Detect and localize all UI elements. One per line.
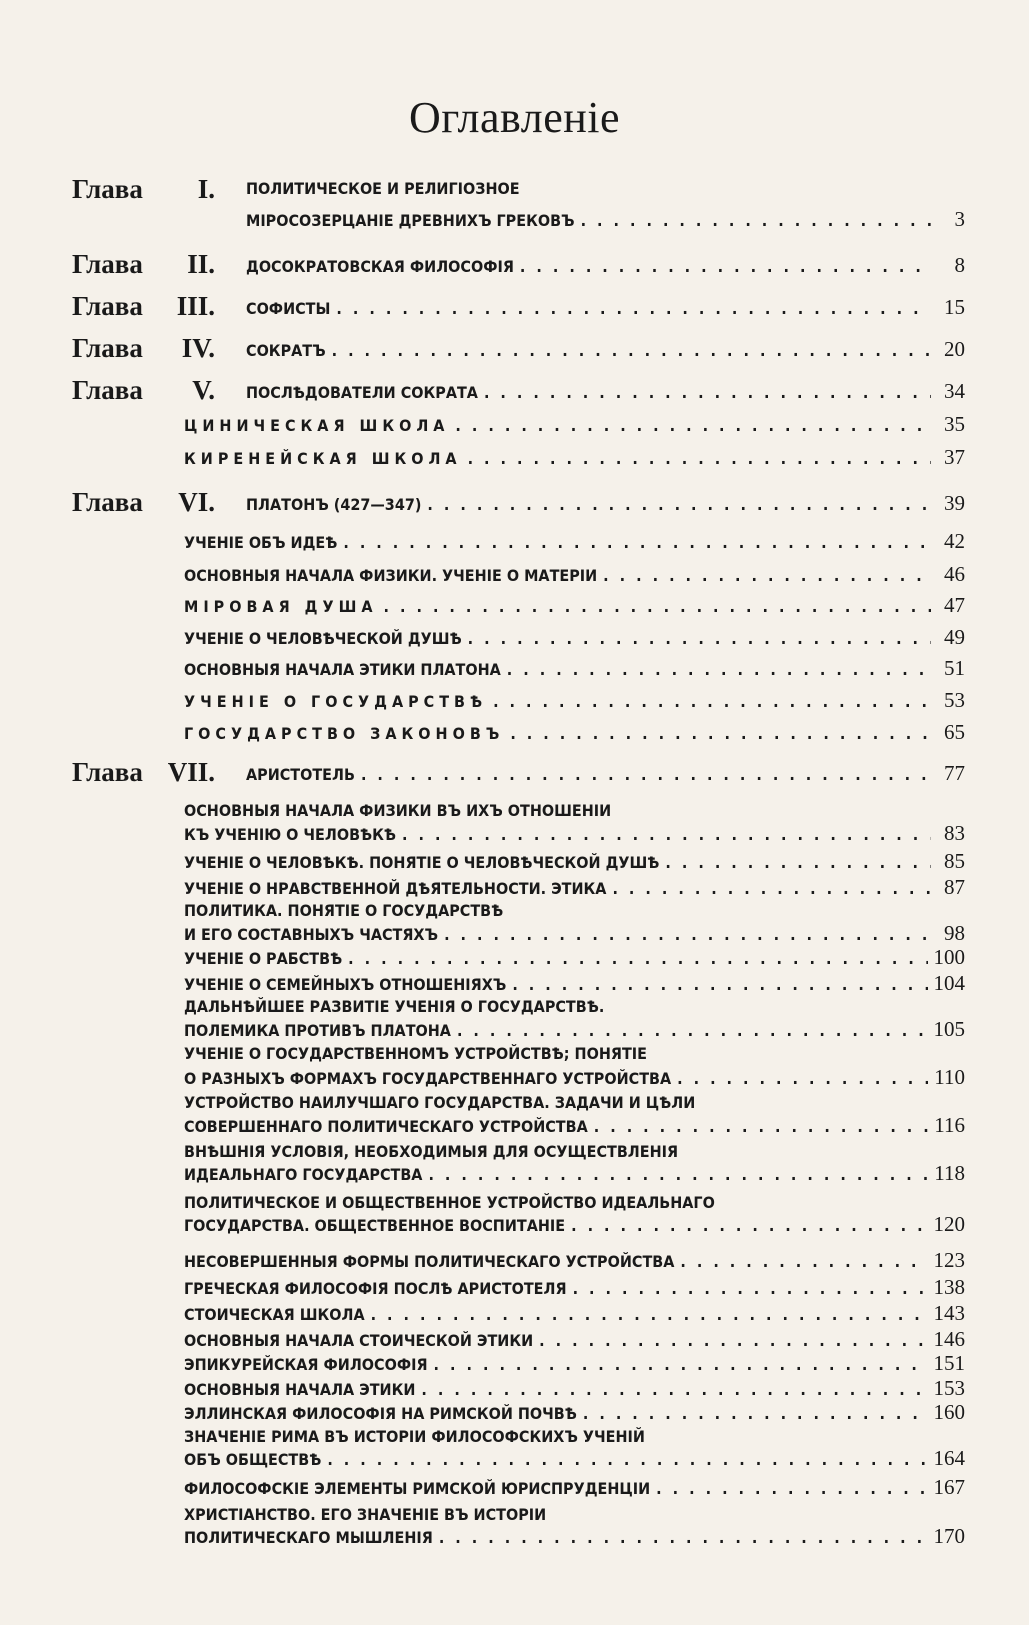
entry-title-line: ДАЛЬНѢЙШЕЕ РАЗВИТІЕ УЧЕНІЯ О ГОСУДАРСТВѢ. bbox=[184, 997, 605, 1016]
entry-title-line: ВНѢШНІЯ УСЛОВІЯ, НЕОБХОДИМЫЯ ДЛЯ ОСУЩЕСТВЛЕНІЯ bbox=[184, 1142, 679, 1161]
toc-entry bbox=[184, 1066, 965, 1090]
leader-dots bbox=[512, 974, 927, 996]
toc-entry-line bbox=[184, 1043, 965, 1065]
page-number: 98 bbox=[944, 921, 965, 945]
toc-entry bbox=[184, 626, 965, 650]
page-number: 85 bbox=[944, 849, 965, 873]
page-number: 83 bbox=[944, 821, 965, 845]
entry-title: ОСНОВНЫЯ НАЧАЛА ЭТИКИ ПЛАТОНА bbox=[184, 660, 501, 679]
leader-dots bbox=[571, 1215, 927, 1237]
chapter-label: Глава bbox=[72, 375, 143, 405]
entry-title-line: ПОЛИТИЧЕСКОЕ И РЕЛИГІОЗНОЕ bbox=[246, 179, 520, 198]
toc-entry bbox=[184, 721, 965, 745]
entry-title: О РАЗНЫХЪ ФОРМАХЪ ГОСУДАРСТВЕННАГО УСТРОЙСТВА bbox=[184, 1069, 672, 1088]
page-title: Оглавленіе bbox=[408, 93, 621, 142]
page-number: 151 bbox=[933, 1351, 965, 1375]
page-number: 53 bbox=[944, 688, 965, 712]
leader-dots bbox=[444, 924, 931, 946]
leader-dots bbox=[468, 448, 931, 470]
page-number: 34 bbox=[944, 379, 965, 403]
entry-title: ГОСУДАРСТВА. ОБЩЕСТВЕННОЕ ВОСПИТАНІЕ bbox=[184, 1216, 566, 1235]
chapter-label: Глава bbox=[72, 291, 143, 321]
toc-entry-line bbox=[184, 1426, 965, 1448]
toc-entry bbox=[184, 563, 965, 587]
toc-entry bbox=[184, 1018, 965, 1042]
page-number: 49 bbox=[944, 625, 965, 649]
page-number: 15 bbox=[944, 295, 965, 319]
toc-entry bbox=[184, 446, 965, 470]
leader-dots bbox=[665, 852, 931, 874]
leader-dots bbox=[384, 596, 931, 618]
toc-entry bbox=[184, 972, 965, 996]
leader-dots bbox=[332, 340, 931, 362]
leader-dots bbox=[371, 1304, 928, 1326]
chapter-label: Глава bbox=[72, 249, 143, 279]
toc-entry bbox=[184, 922, 965, 946]
page-number: 167 bbox=[933, 1475, 965, 1499]
leader-dots bbox=[594, 1116, 929, 1138]
page-number: 116 bbox=[934, 1113, 965, 1137]
toc-entry bbox=[184, 413, 965, 437]
leader-dots bbox=[507, 659, 931, 681]
page-number: 65 bbox=[944, 720, 965, 744]
toc-entry bbox=[184, 1162, 965, 1186]
leader-dots bbox=[421, 1379, 927, 1401]
page-number: 164 bbox=[933, 1446, 965, 1470]
toc-entry-line bbox=[184, 1192, 965, 1214]
entry-title: ПОЛИТИЧЕСКАГО МЫШЛЕНІЯ bbox=[184, 1528, 433, 1547]
page-number: 153 bbox=[933, 1376, 965, 1400]
toc-entry bbox=[246, 208, 965, 232]
leader-dots bbox=[510, 723, 931, 745]
entry-title: УЧЕНІЕ О ЧЕЛОВѢЧЕСКОЙ ДУШѢ bbox=[184, 629, 462, 648]
chapter-number: I. bbox=[197, 174, 215, 204]
entry-title: ЦИНИЧЕСКАЯ ШКОЛА bbox=[184, 416, 450, 435]
entry-title: И ЕГО СОСТАВНЫХЪ ЧАСТЯХЪ bbox=[184, 925, 439, 944]
page-number: 138 bbox=[933, 1275, 965, 1299]
entry-title: АРИСТОТЕЛЬ bbox=[246, 765, 355, 784]
toc-entry bbox=[246, 380, 965, 404]
toc-entry-line bbox=[184, 1504, 965, 1526]
entry-title-line: ПОЛИТИЧЕСКОЕ И ОБЩЕСТВЕННОЕ УСТРОЙСТВО ИДЕАЛЬНАГО bbox=[184, 1193, 715, 1212]
leader-dots bbox=[603, 565, 931, 587]
leader-dots bbox=[457, 1020, 928, 1042]
toc-entry bbox=[184, 1114, 965, 1138]
page-number: 46 bbox=[944, 562, 965, 586]
page-number: 143 bbox=[933, 1301, 965, 1325]
leader-dots bbox=[428, 1164, 928, 1186]
page-number: 20 bbox=[944, 337, 965, 361]
leader-dots bbox=[468, 628, 931, 650]
toc-entry bbox=[184, 594, 965, 618]
toc-entry bbox=[246, 492, 965, 516]
entry-title: ГОСУДАРСТВО ЗАКОНОВЪ bbox=[184, 724, 505, 743]
entry-title: СОКРАТЪ bbox=[246, 341, 326, 360]
toc-entry bbox=[184, 1213, 965, 1237]
page-number: 146 bbox=[933, 1327, 965, 1351]
leader-dots bbox=[573, 1278, 928, 1300]
page-number: 123 bbox=[933, 1248, 965, 1272]
chapter-number: III. bbox=[176, 291, 215, 321]
chapter-label: Глава bbox=[72, 487, 143, 517]
entry-title: ПОЛЕМИКА ПРОТИВЪ ПЛАТОНА bbox=[184, 1021, 451, 1040]
toc-entry bbox=[184, 1249, 965, 1273]
entry-title: УЧЕНІЕ О РАБСТВѢ bbox=[184, 949, 343, 968]
entry-title: МІРОВАЯ ДУША bbox=[184, 597, 378, 616]
entry-title: УЧЕНІЕ ОБЪ ИДЕѢ bbox=[184, 533, 338, 552]
entry-title: СОВЕРШЕННАГО ПОЛИТИЧЕСКАГО УСТРОЙСТВА bbox=[184, 1117, 588, 1136]
toc-entry bbox=[246, 338, 965, 362]
leader-dots bbox=[581, 210, 931, 232]
entry-title-line: ХРИСТІАНСТВО. ЕГО ЗНАЧЕНІЕ ВЪ ИСТОРІИ bbox=[184, 1505, 547, 1524]
toc-entry bbox=[184, 1447, 965, 1471]
page-number: 35 bbox=[944, 412, 965, 436]
page-number: 87 bbox=[944, 875, 965, 899]
leader-dots bbox=[439, 1527, 928, 1549]
entry-title: МІРОСОЗЕРЦАНІЕ ДРЕВНИХЪ ГРЕКОВЪ bbox=[246, 211, 575, 230]
toc-entry-line bbox=[184, 1092, 965, 1114]
entry-title: УЧЕНІЕ О ГОСУДАРСТВѢ bbox=[184, 692, 488, 711]
entry-title-line: ПОЛИТИКА. ПОНЯТІЕ О ГОСУДАРСТВѢ bbox=[184, 901, 504, 920]
toc-entry bbox=[184, 1328, 965, 1352]
toc-entry bbox=[184, 1525, 965, 1549]
leader-dots bbox=[327, 1449, 927, 1471]
toc-entry-line bbox=[184, 1141, 965, 1163]
entry-title: СОФИСТЫ bbox=[246, 299, 331, 318]
leader-dots bbox=[343, 532, 931, 554]
toc-entry bbox=[184, 530, 965, 554]
page-number: 100 bbox=[933, 945, 965, 969]
leader-dots bbox=[539, 1330, 927, 1352]
chapter-number: VII. bbox=[167, 757, 215, 787]
toc-entry bbox=[246, 296, 965, 320]
toc-entry bbox=[246, 762, 965, 786]
entry-title: ОСНОВНЫЯ НАЧАЛА ФИЗИКИ. УЧЕНІЕ О МАТЕРІИ bbox=[184, 566, 598, 585]
entry-title: КИРЕНЕЙСКАЯ ШКОЛА bbox=[184, 449, 462, 468]
page-number: 118 bbox=[934, 1161, 965, 1185]
chapter-number: IV. bbox=[181, 333, 215, 363]
leader-dots bbox=[402, 824, 931, 846]
leader-dots bbox=[455, 415, 931, 437]
toc-entry bbox=[184, 1276, 965, 1300]
toc-entry-line bbox=[184, 996, 965, 1018]
toc-entry bbox=[184, 1377, 965, 1401]
entry-title: ДОСОКРАТОВСКАЯ ФИЛОСОФІЯ bbox=[246, 257, 514, 276]
leader-dots bbox=[493, 691, 931, 713]
page-number: 77 bbox=[944, 761, 965, 785]
toc-entry bbox=[184, 1401, 965, 1425]
page-number: 8 bbox=[954, 253, 965, 277]
leader-dots bbox=[336, 298, 931, 320]
toc-entry bbox=[184, 657, 965, 681]
page-number: 120 bbox=[933, 1212, 965, 1236]
entry-title: ЭПИКУРЕЙСКАЯ ФИЛОСОФІЯ bbox=[184, 1355, 428, 1374]
leader-dots bbox=[520, 256, 931, 278]
page-number: 160 bbox=[933, 1400, 965, 1424]
entry-title: ОБЪ ОБЩЕСТВѢ bbox=[184, 1450, 322, 1469]
page-number: 47 bbox=[944, 593, 965, 617]
entry-title: НЕСОВЕРШЕННЫЯ ФОРМЫ ПОЛИТИЧЕСКАГО УСТРОЙСТВА bbox=[184, 1252, 675, 1271]
entry-title-line: ЗНАЧЕНІЕ РИМА ВЪ ИСТОРІИ ФИЛОСОФСКИХЪ УЧЕНІЙ bbox=[184, 1427, 645, 1446]
leader-dots bbox=[427, 494, 931, 516]
leader-dots bbox=[583, 1403, 928, 1425]
toc-entry-line bbox=[184, 900, 965, 922]
page-number: 105 bbox=[933, 1017, 965, 1041]
entry-title: УЧЕНІЕ О СЕМЕЙНЫХЪ ОТНОШЕНІЯХЪ bbox=[184, 975, 507, 994]
chapter-label: Глава bbox=[72, 333, 143, 363]
entry-title: ИДЕАЛЬНАГО ГОСУДАРСТВА bbox=[184, 1165, 423, 1184]
chapter-number: V. bbox=[192, 375, 215, 405]
leader-dots bbox=[484, 382, 931, 404]
toc-entry-line bbox=[246, 178, 965, 200]
page-number: 110 bbox=[934, 1065, 965, 1089]
toc-entry-line bbox=[184, 800, 965, 822]
page-number: 42 bbox=[944, 529, 965, 553]
toc-entry bbox=[184, 850, 965, 874]
entry-title: КЪ УЧЕНІЮ О ЧЕЛОВѢКѢ bbox=[184, 825, 396, 844]
toc-entry bbox=[184, 1476, 965, 1500]
toc-entry bbox=[184, 946, 965, 970]
page-number: 39 bbox=[944, 491, 965, 515]
toc-entry bbox=[184, 876, 965, 900]
entry-title: ПОСЛѢДОВАТЕЛИ СОКРАТА bbox=[246, 383, 478, 402]
entry-title-line: УСТРОЙСТВО НАИЛУЧШАГО ГОСУДАРСТВА. ЗАДАЧИ И ЦѢЛИ bbox=[184, 1093, 696, 1112]
entry-title: ОСНОВНЫЯ НАЧАЛА СТОИЧЕСКОЙ ЭТИКИ bbox=[184, 1331, 534, 1350]
entry-title-line: УЧЕНІЕ О ГОСУДАРСТВЕННОМЪ УСТРОЙСТВѢ; ПОНЯТІЕ bbox=[184, 1044, 647, 1063]
leader-dots bbox=[612, 878, 931, 900]
chapter-label: Глава bbox=[72, 174, 143, 204]
entry-title-line: ОСНОВНЫЯ НАЧАЛА ФИЗИКИ ВЪ ИХЪ ОТНОШЕНІИ bbox=[184, 801, 612, 820]
chapter-label: Глава bbox=[72, 757, 143, 787]
entry-title: ПЛАТОНЪ (427—347) bbox=[246, 495, 422, 514]
toc-entry bbox=[184, 1352, 965, 1376]
leader-dots bbox=[680, 1251, 927, 1273]
entry-title: УЧЕНІЕ О НРАВСТВЕННОЙ ДѢЯТЕЛЬНОСТИ. ЭТИКА bbox=[184, 879, 607, 898]
leader-dots bbox=[361, 764, 931, 786]
entry-title: ГРЕЧЕСКАЯ ФИЛОСОФІЯ ПОСЛѢ АРИСТОТЕЛЯ bbox=[184, 1279, 567, 1298]
page-number: 37 bbox=[944, 445, 965, 469]
toc-entry bbox=[246, 254, 965, 278]
entry-title: ОСНОВНЫЯ НАЧАЛА ЭТИКИ bbox=[184, 1380, 416, 1399]
chapter-number: II. bbox=[187, 249, 215, 279]
page-number: 170 bbox=[933, 1524, 965, 1548]
leader-dots bbox=[677, 1068, 928, 1090]
entry-title: ФИЛОСОФСКІЕ ЭЛЕМЕНТЫ РИМСКОЙ ЮРИСПРУДЕНЦІИ bbox=[184, 1479, 651, 1498]
entry-title: СТОИЧЕСКАЯ ШКОЛА bbox=[184, 1305, 365, 1324]
leader-dots bbox=[348, 948, 927, 970]
toc-entry bbox=[184, 822, 965, 846]
entry-title: ЭЛЛИНСКАЯ ФИЛОСОФІЯ НА РИМСКОЙ ПОЧВѢ bbox=[184, 1404, 577, 1423]
toc-entry bbox=[184, 689, 965, 713]
entry-title: УЧЕНІЕ О ЧЕЛОВѢКѢ. ПОНЯТІЕ О ЧЕЛОВѢЧЕСКОЙ ДУШѢ bbox=[184, 853, 660, 872]
page-number: 3 bbox=[954, 207, 965, 231]
page-number: 51 bbox=[944, 656, 965, 680]
chapter-number: VI. bbox=[178, 487, 215, 517]
toc-entry bbox=[184, 1302, 965, 1326]
leader-dots bbox=[434, 1354, 928, 1376]
leader-dots bbox=[656, 1478, 927, 1500]
page-number: 104 bbox=[933, 971, 965, 995]
